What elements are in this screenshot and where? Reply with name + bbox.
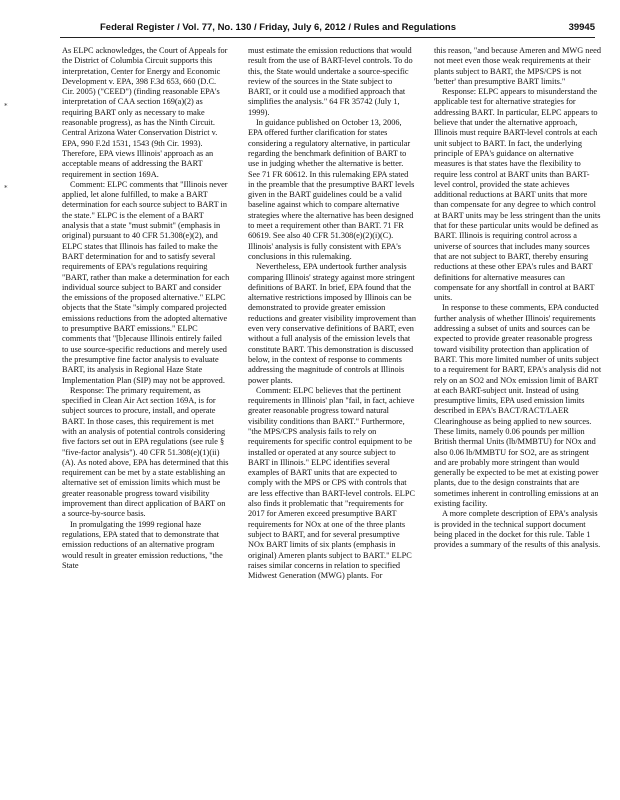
running-title: Federal Register / Vol. 77, No. 130 / Friday, July 6, 2012 / Rules and Regulations [100,22,457,33]
header-rule [60,37,595,38]
paragraph: In promulgating the 1999 regional haze regulations, EPA stated that to demonstrate that emission reductions of an alternative program would result in greater emission reductions, "the State [62,519,223,570]
text-column-3 [434,46,602,551]
paragraph: Response: ELPC appears to misunderstand the applicable test for alternative strategies for addressing BART. In particular, ELPC appears to believe that under the alternative approach, Illinois must require BART-level controls at each unit subject to BART. In fact, the underlying principle of EPA's guidance on alternative measures is that states have the flexibility to require less control at BART units than BART-level control, provided the state achieves additional reductions at BART units that more than compensate for any degree to which control at BART units may be less stringent than the units that for these particular units would be defined as BART. Illinois is requiring control across a universe of sources that includes many sources that are not subject to BART, thereby ensuring reductions at these other EPA's rules and BART definitions for alternative measures can compensate for any shortfall in control at BART units. [434,87,601,303]
margin-mark: ⁎ [4,100,8,108]
paragraph: Comment: ELPC comments that "Illinois never applied, let alone fulfilled, to make a BART determination for each source subject to BART in the state." ELPC is the element of a BART analysis that a state "must submit" (emphasis in original) pursuant to 40 CFR 51.308(e)(2), and ELPC states that Illinois has failed to make the BART determination for and to satisfy several requirements of EPA's regulations requiring "BART, rather than make a determination for each individual source subject to BART and consider the emissions of the proposed alternative." ELPC objects that the State "simply compared projected emissions reductions from the adopted alternative to presumptive BART emissions." ELPC comments that "[b]ecause Illinois entirely failed to use source-specific reductions and merely used the presumptive fine factor analysis to evaluate BART, its analysis in Regional Haze State Implementation Plan (SIP) may not be approved. [62,179,230,385]
paragraph: Comment: ELPC believes that the pertinent requirements in Illinois' plan "fail, in fact, achieve greater reasonable progress toward natural visibility conditions than BART." Furthermore, "the MPS/CPS analysis fails to rely on requirements for specific control equipment to be installed or operated at any source subject to BART in Illinois." ELPC identifies several examples of BART units that are expected to comply with the MPS or CPS with controls that are less effective than BART-level controls. ELPC also finds it problematic that "requirements for 2017 for Ameren exceed presumptive BART requirements for NOx at one of the three plants subject to BART, and for several presumptive NOx BART limits of six plants (emphasis in original) Ameren plants subject to BART." ELPC raises similar concerns in relation to specified Midwest Generation (MWG) plants. For [248,385,416,581]
margin-mark: ⁎ [4,182,8,190]
page-header [60,22,595,36]
page-number: 39945 [568,22,595,33]
paragraph: As ELPC acknowledges, the Court of Appeals for the District of Columbia Circuit supports this interpretation, Center for Energy and Economic Development v. EPA, 398 F.3d 653, 660 (D.C. Cir. 2005) ("CEED") (finding reasonable EPA's interpretation of CAA section 169(a)(2) as requiring BART only as necessary to make reasonable progress), as has the Ninth Circuit. Central Arizona Water Conservation District v. EPA, 990 F.2d 1531, 1543 (9th Cir. 1993). Therefore, EPA views Illinois' approach as an acceptable means of addressing the BART requirement in section 169A. [62,46,228,179]
paragraph: must estimate the emission reductions that would result from the use of BART-level controls. To do this, the State would undertake a source-specific review of the sources in the State subject to BART, or it could use a modified approach that simplifies the analysis." 64 FR 35742 (July 1, 1999). [248,46,413,117]
text-column-2 [248,46,416,581]
text-column-1 [62,46,230,571]
paragraph: Response: The primary requirement, as specified in Clean Air Act section 169A, is for subject sources to procure, install, and operate BART. In those cases, this requirement is met with an analysis of potential controls considering five factors set out in EPA regulations (see rule § "five-factor analysis"). 40 CFR 51.308(e)(1)(ii)(A). As noted above, EPA has determined that this requirement can be met by a state establishing an alternative set of emission limits which must be greater reasonable progress toward visibility improvement than direct application of BART on a source-by-source basis. [62,385,229,519]
paragraph: Nevertheless, EPA undertook further analysis comparing Illinois' strategy against more stringent definitions of BART. In brief, EPA found that the alternative restrictions imposed by Illinois can be demonstrated to provide greater emission reductions and greater visibility improvement than even very conservative definitions of BART, even without a full analysis of the emission levels that constitute BART. This demonstration is discussed below, in the context of response to comments addressing the magnitude of controls at Illinois power plants. [248,262,416,385]
paragraph: In guidance published on October 13, 2006, EPA offered further clarification for states considering a regulatory alternative, in particular regarding the benchmark definition of BART to use in judging whether the alternative is better. See 71 FR 60612. In this rulemaking EPA stated in the preamble that the presumptive BART levels given in the BART guidelines could be a valid baseline against which to compare alternative strategies where the alternative has been designed to meet a requirement other than BART. 71 FR 60619. See also 40 CFR 51.308(e)(2)(i)(C). Illinois' analysis is fully consistent with EPA's conclusions in this rulemaking. [248,118,415,261]
paragraph: this reason, "and because Ameren and MWG need not meet even those weak requirements at their plants subject to BART, the MPS/CPS is not 'better' than presumptive BART limits." [434,46,601,86]
paragraph: In response to these comments, EPA conducted further analysis of whether Illinois' requirements addressing a subset of units and sources can be expected to provide greater reasonable progress toward visibility protection than application of BART. This more limited number of units subject to a requirement for BART, EPA's analysis did not rely on an SO2 and NOx emission limit of BART at each BART-subject unit. Instead of using presumptive limits, EPA used emission limits described in EPA's BACT/RACT/LAER Clearinghouse as being applied to new sources. These limits, namely 0.06 pounds per million British thermal Units (lb/MMBTU) for NOx and also 0.06 lb/MMBTU for SO2, are as stringent and are probably more stringent than would generally be expected to be met at existing power plants, due to the design constraints that are sometimes inherent in controlling emissions at an existing facility. [434,303,602,509]
paragraph: A more complete description of EPA's analysis is provided in the technical support document being placed in the docket for this rule. Table 1 provides a summary of the results of this analysis. [434,509,601,550]
